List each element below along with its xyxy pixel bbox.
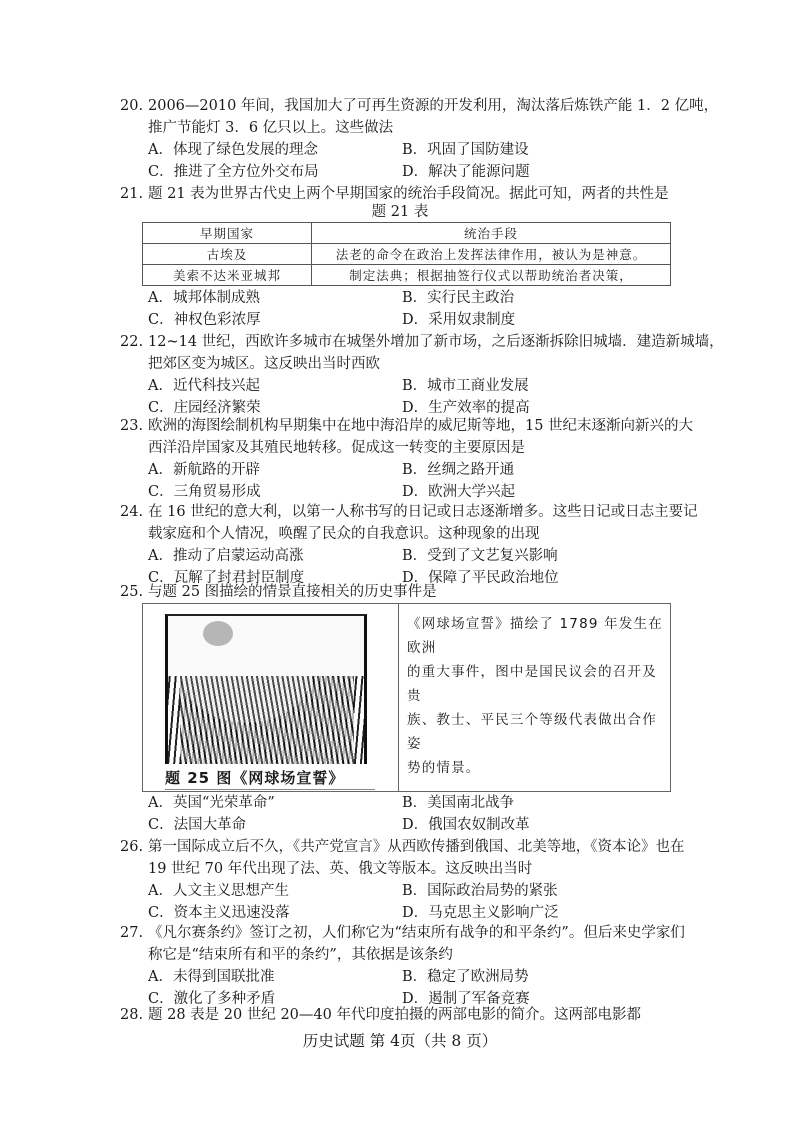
figure-25-image-cell xyxy=(143,604,399,791)
option-c: C．瓦解了封君封臣制度 xyxy=(148,570,305,586)
description-line: 《网球场宣誓》描绘了 1789 年发生在欧洲 xyxy=(407,616,663,656)
question-text: 把郊区变为城区。这反映出当时西欧 xyxy=(148,356,380,372)
option-a: A．体现了绿色发展的理念 xyxy=(148,142,318,158)
question-number: 26. xyxy=(120,839,144,855)
question-number: 20. xyxy=(120,98,144,114)
figure-25-box xyxy=(142,603,671,792)
table-cell: 古埃及 xyxy=(143,244,312,265)
figure-caption: 题 25 图《网球场宣誓》 xyxy=(165,769,345,787)
question-number: 24. xyxy=(120,504,144,520)
table-cell: 制定法典；根据抽签行仪式以帮助统治者决策， xyxy=(312,265,671,286)
page-footer: 历史试题 第 4页（共 8 页） xyxy=(302,1032,498,1050)
option-a: A．推动了启蒙运动高涨 xyxy=(148,548,304,564)
table-caption: 题 21 表 xyxy=(371,204,429,220)
question-text: 19 世纪 70 年代出现了法、英、俄文等版本。这反映出当时 xyxy=(148,861,533,877)
table-header-row xyxy=(143,223,671,244)
question-text: 《凡尔赛条约》签订之初，人们称它为“结束所有战争的和平条约”。但后来史学家们 xyxy=(148,925,685,941)
description-line: 的重大事件，图中是国民议会的召开及贵 xyxy=(407,664,657,704)
option-b: B．美国南北战争 xyxy=(402,795,515,811)
option-d: D．采用奴隶制度 xyxy=(402,312,516,328)
option-b: B．实行民主政治 xyxy=(402,290,515,306)
table-header: 统治手段 xyxy=(312,223,671,244)
option-c: C．激化了多种矛盾 xyxy=(148,991,276,1007)
question-text: 与题 25 图描绘的情景直接相关的历史事件是 xyxy=(148,584,437,600)
image-upper-area xyxy=(168,616,364,676)
caption-underline xyxy=(165,789,375,790)
option-a: A．未得到国联批准 xyxy=(148,969,275,985)
option-a: A．英国“光荣革命” xyxy=(148,795,275,811)
option-d: D．遏制了军备竞赛 xyxy=(402,991,530,1007)
option-d: D．保障了平民政治地位 xyxy=(402,570,559,586)
option-c: C．资本主义迅速没落 xyxy=(148,905,290,921)
option-b: B．丝绸之路开通 xyxy=(402,462,515,478)
table-21 xyxy=(142,222,671,286)
description-line: 势的情景。 xyxy=(407,760,481,776)
option-a: A．城邦体制成熟 xyxy=(148,290,260,306)
question-number: 28. xyxy=(120,1007,144,1023)
option-b: B．城市工商业发展 xyxy=(402,378,529,394)
question-text: 推广节能灯 3．6 亿只以上。这些做法 xyxy=(148,120,394,136)
question-text: 载家庭和个人情况，唤醒了民众的自我意识。这种现象的出现 xyxy=(148,526,540,542)
question-number: 22. xyxy=(120,334,144,350)
option-c: C．神权色彩浓厚 xyxy=(148,312,261,328)
option-c: C．庄园经济繁荣 xyxy=(148,400,261,416)
option-a: A．人文主义思想产生 xyxy=(148,883,289,899)
question-text: 题 28 表是 20 世纪 20—40 年代印度拍摄的两部电影的简介。这两部电影都 xyxy=(148,1007,641,1023)
figure-description xyxy=(407,612,663,780)
table-cell: 美索不达米亚城邦 xyxy=(143,265,312,286)
question-text: 在 16 世纪的意大利，以第一人称书写的日记或日志逐渐增多。这些日记或日志主要记 xyxy=(148,504,698,520)
option-c: C．推进了全方位外交布局 xyxy=(148,164,319,180)
description-line: 族、教士、平民三个等级代表做出合作姿 xyxy=(407,712,657,752)
tennis-court-oath-image xyxy=(165,614,367,764)
question-text: 2006—2010 年间，我国加大了可再生资源的开发利用，淘汰落后炼铁产能 1．2 亿吨， xyxy=(148,98,719,114)
question-text: 12~14 世纪，西欧许多城市在城堡外增加了新市场，之后逐渐拆除旧城墙．建造新城墙， xyxy=(148,334,724,350)
question-number: 27. xyxy=(120,925,144,941)
option-d: D．马克思主义影响广泛 xyxy=(402,905,559,921)
option-d: D．俄国农奴制改革 xyxy=(402,817,530,833)
question-number: 25. xyxy=(120,584,144,600)
table-header: 早期国家 xyxy=(143,223,312,244)
option-b: B．国际政治局势的紧张 xyxy=(402,883,558,899)
option-d: D．欧洲大学兴起 xyxy=(402,484,516,500)
option-c: C．三角贸易形成 xyxy=(148,484,261,500)
option-c: C．法国大革命 xyxy=(148,817,247,833)
question-text: 第一国际成立后不久，《共产党宣言》从西欧传播到俄国、北美等地，《资本论》也在 xyxy=(148,839,685,855)
image-detail xyxy=(203,621,233,646)
question-number: 23. xyxy=(120,418,144,434)
option-d: D．生产效率的提高 xyxy=(402,400,530,416)
question-text: 题 21 表为世界古代史上两个早期国家的统治手段简况。据此可知，两者的共性是 xyxy=(148,186,669,202)
option-b: B．受到了文艺复兴影响 xyxy=(402,548,558,564)
option-b: B．稳定了欧洲局势 xyxy=(402,969,529,985)
table-row xyxy=(143,244,671,265)
question-text: 西洋沿岸国家及其殖民地转移。促成这一转变的主要原因是 xyxy=(148,440,525,456)
question-text: 欧洲的海图绘制机构早期集中在地中海沿岸的威尼斯等地，15 世纪末逐渐向新兴的大 xyxy=(148,418,694,434)
table-cell: 法老的命令在政治上发挥法律作用，被认为是神意。 xyxy=(312,244,671,265)
question-text: 称它是“结束所有和平的条约”，其依据是该条约 xyxy=(148,947,453,963)
question-number: 21. xyxy=(120,186,144,202)
table-row xyxy=(143,265,671,286)
option-d: D．解决了能源问题 xyxy=(402,164,530,180)
option-b: B．巩固了国防建设 xyxy=(402,142,529,158)
option-a: A．新航路的开辟 xyxy=(148,462,260,478)
image-crowd xyxy=(180,676,354,764)
option-a: A．近代科技兴起 xyxy=(148,378,260,394)
